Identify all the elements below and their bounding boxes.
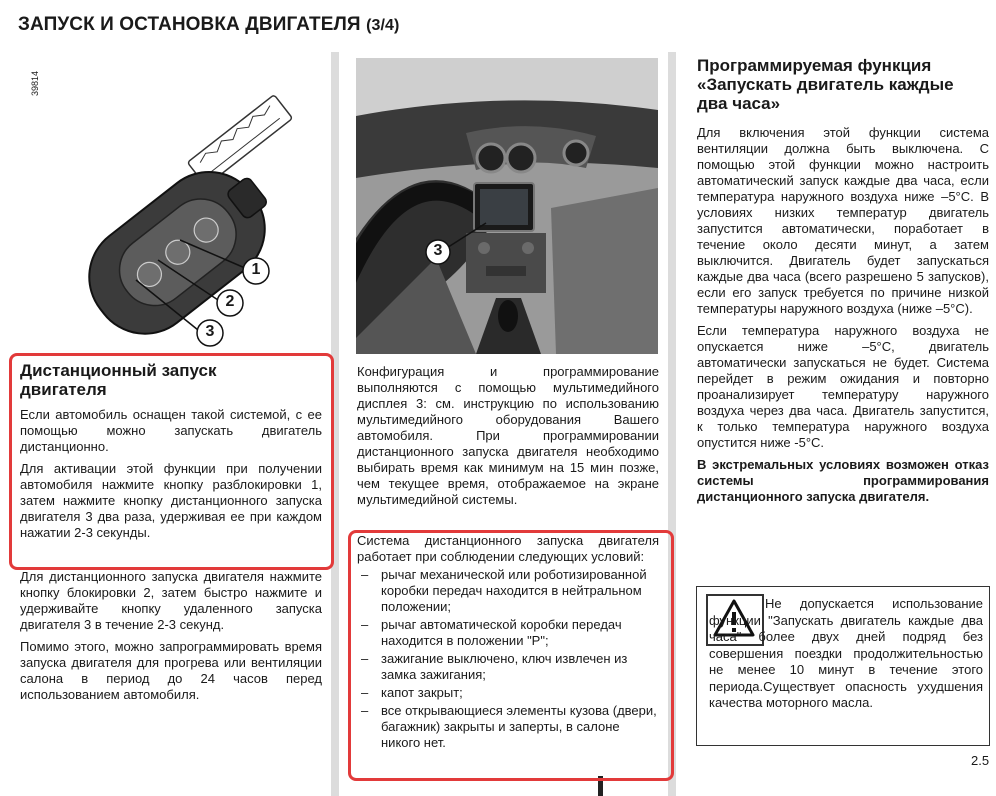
list-item: – рычаг автоматической коробки передач находится в положении "P"; — [361, 617, 622, 648]
paragraph: Для дистанционного запуска двигателя нажмите кнопку блокировки 2, затем быстро нажмите и удерживайте кнопку удаленного запуска двигателя 3 в течение 2-3 секунд. — [20, 569, 322, 632]
callout-label-1: 1 — [251, 261, 261, 278]
list-item: – зажигание выключено, ключ извлечен из замка зажигания; — [361, 651, 628, 682]
section-heading-remote-start: Дистанционный запуск двигателя — [20, 361, 217, 399]
two-hour-text — [697, 125, 989, 511]
list-item: – капот закрыт; — [361, 685, 463, 700]
remote-start-box-text — [20, 407, 322, 547]
page-title-text: ЗАПУСК И ОСТАНОВКА ДВИГАТЕЛЯ — [18, 14, 361, 35]
conditions-list — [357, 533, 659, 753]
paragraph: Если автомобиль оснащен такой системой, с ее помощью можно запускать двигатель дистанционно. — [20, 407, 322, 454]
warning-text: Не допускается использование функции "Запускать двигатель каждые два часа" более двух дней подряд без совершения поездки продолжительностью не менее 10 минут в течение этого периода.Существует опасность ухудшения качества моторного масла. — [709, 596, 983, 710]
remote-start-text — [20, 569, 322, 709]
list-item: – рычаг механической или роботизированной коробки передач находится в нейтральном положении; — [361, 567, 647, 614]
paragraph: Если температура наружного воздуха не опускается ниже –5°C, двигатель автоматически запускаться не будет. Система перейдет в режим ожидания и повторно проанализирует температуру наружного воздуха через два часа. Двигатель запустится, к только температура наружного воздуха опустится ниже -5°C. — [697, 323, 989, 450]
paragraph: Для активации этой функции при получении автомобиля нажмите кнопку разблокировки 1, затем нажмите кнопку дистанционного запуска двигателя 3 два раза, удерживая ее при каждом нажатии 2-3 секунды. — [20, 461, 322, 540]
page-title — [18, 14, 399, 36]
list-item: – все открывающиеся элементы кузова (двери, багажник) закрыты и заперты, в салоне никого нет. — [361, 703, 657, 750]
callout-label-dash-3: 3 — [433, 242, 443, 259]
bold-note: В экстремальных условиях возможен отказ системы программирования дистанционного запуска двигателя. — [697, 457, 989, 504]
paragraph: Помимо этого, можно запрограммировать время запуска двигателя для прогрева или вентиляции салона в период до 24 часов перед использованием автомобиля. — [20, 639, 322, 702]
page-number: 2.5 — [971, 753, 990, 768]
callout-label-2: 2 — [225, 293, 235, 310]
paragraph: Для включения этой функции система вентиляции должна быть выключена. С помощью этой функции можно настроить автоматический запуск каждые два часа, если температура наружного воздуха ниже –5°C. В условиях низких температур двигатель запустится автоматически, поработает в течение около десяти минут, а затем выключится. Двигатель будет запускаться каждые два часа (всего разрешено 5 запусков), если его запуск требуется по причине низкой температуры наружного воздуха (ниже –5°C). — [697, 125, 989, 316]
key-illustration — [40, 62, 330, 352]
page-title-part: (3/4) — [366, 17, 400, 34]
conditions-intro: Система дистанционного запуска двигателя работает при соблюдении следующих условий: — [357, 533, 659, 564]
callout-label-3: 3 — [205, 323, 215, 340]
section-heading-two-hour: Программируемая функция «Запускать двигатель каждые два часа» — [697, 56, 954, 113]
figure-number-key: 39814 — [30, 70, 40, 96]
paragraph: Конфигурация и программирование выполняются с помощью мультимедийного дисплея 3: см. инструкцию по использованию мультимедийного оборудования Вашего автомобиля. При программировании дистанционного запуска двигателя необходимо выбирать время как минимум на 15 мин позже, чем текущее время, отображаемое на экране мультимедийной системы. — [357, 364, 659, 507]
configuration-text — [357, 364, 659, 514]
dashboard-photo — [356, 58, 658, 354]
